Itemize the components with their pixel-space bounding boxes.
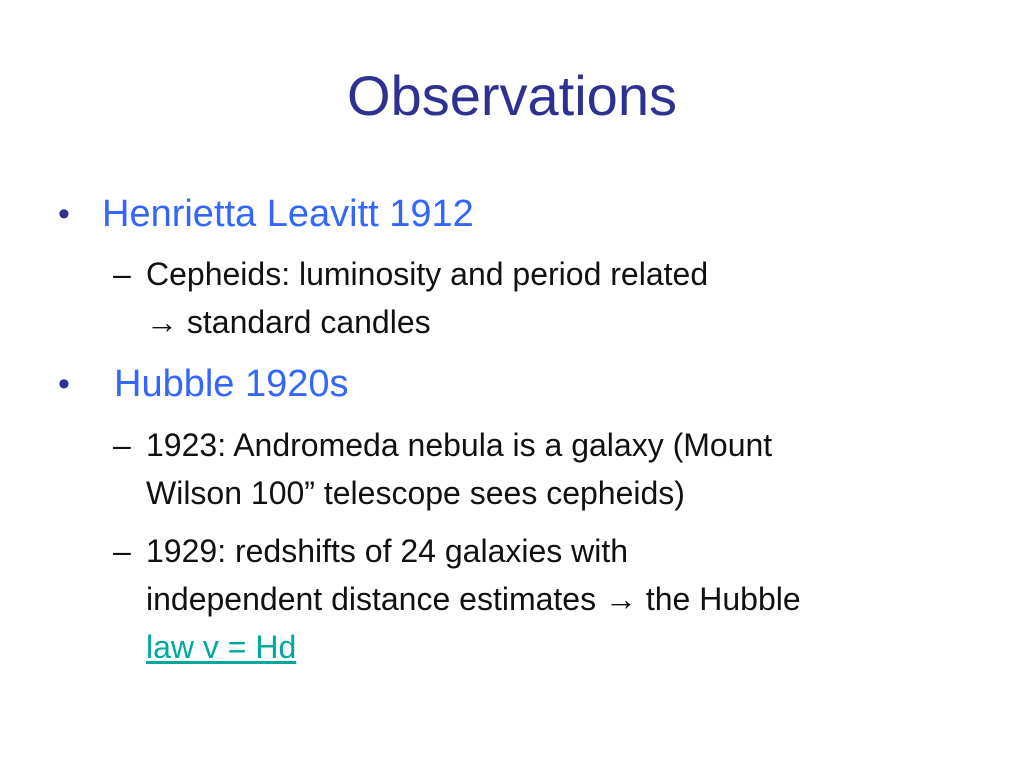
subpoint-line: 1929: redshifts of 24 galaxies with	[146, 533, 629, 569]
dash-marker: –	[113, 427, 131, 463]
dash-marker: –	[113, 256, 131, 292]
bullet-marker: •	[58, 195, 70, 233]
bullet-label: Henrietta Leavitt 1912	[102, 193, 474, 235]
subpoint-cepheids	[113, 250, 993, 346]
subpoint-line: independent distance estimates → the Hubble	[146, 581, 801, 617]
subpoint-redshifts	[113, 527, 993, 671]
subpoint-line: 1923: Andromeda nebula is a galaxy (Mount	[146, 427, 773, 463]
bullet-marker: •	[58, 365, 70, 403]
subpoint-line: Wilson 100” telescope sees cepheids)	[146, 475, 685, 511]
hubble-law-link[interactable]: law v = Hd	[146, 629, 297, 665]
slide-title: Observations	[347, 64, 677, 127]
subpoint-line	[113, 623, 993, 671]
subpoint-andromeda	[113, 421, 993, 517]
subpoint-line: → standard candles	[146, 304, 431, 340]
dash-marker: –	[113, 533, 131, 569]
subpoint-line: Cepheids: luminosity and period related	[146, 256, 709, 292]
bullet-label: Hubble 1920s	[114, 363, 349, 405]
